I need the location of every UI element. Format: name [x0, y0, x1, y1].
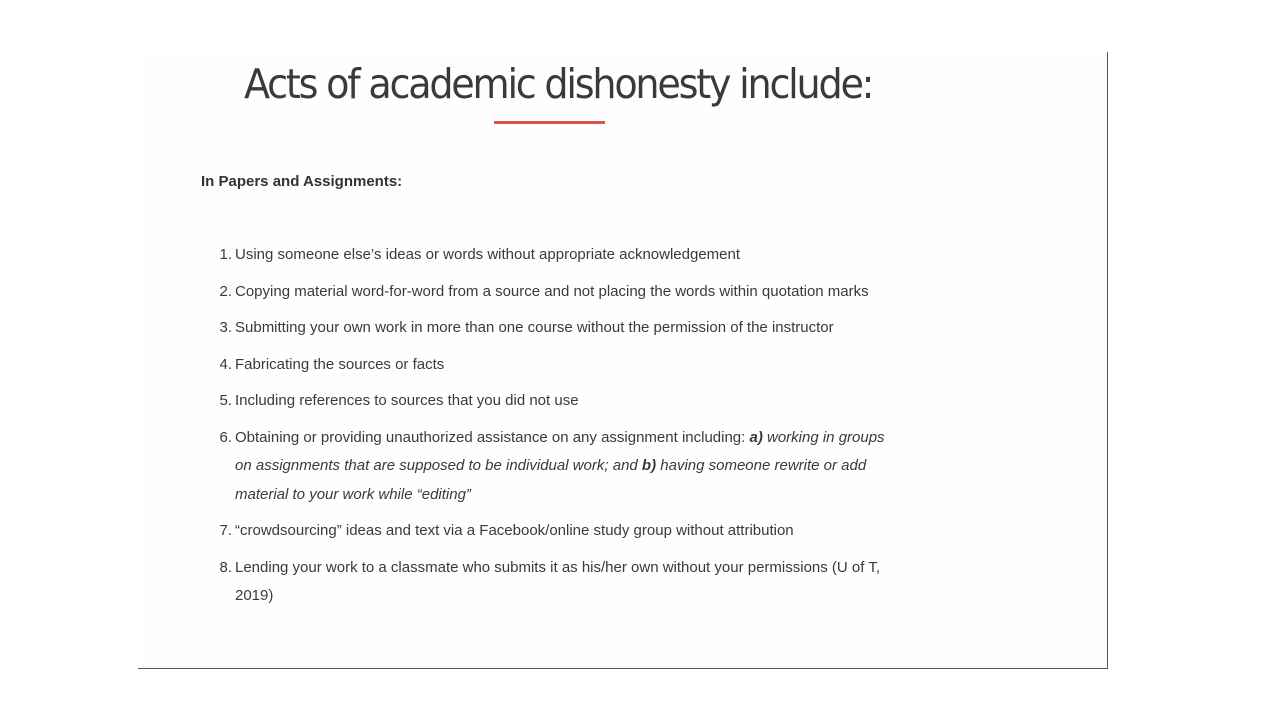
item-marker-b: b): [641, 457, 657, 474]
item-text-b: having someone rewrite or add material to your work while “editing”: [235, 457, 867, 503]
list-item: [214, 424, 904, 510]
list-item: [214, 351, 904, 380]
list-item: [214, 241, 904, 270]
item-text: Lending your work to a classmate who submits it as his/her own without your permissions (U of T, 2019): [235, 558, 880, 604]
item-number: 1.: [219, 246, 232, 263]
item-number: 7.: [219, 522, 232, 539]
item-text: Copying material word-for-word from a source and not placing the words within quotation marks: [235, 282, 869, 300]
section-heading: In Papers and Assignments:: [201, 173, 403, 190]
list-item: [214, 387, 904, 416]
item-text: Submitting your own work in more than one course without the permission of the instructor: [235, 319, 834, 336]
list-item: [214, 278, 904, 307]
list-item: [214, 554, 904, 611]
item-number: 8.: [219, 558, 232, 576]
list-item: [214, 314, 904, 343]
slide-title: Acts of academic dishonesty include:: [244, 60, 873, 108]
item-text-lead: Obtaining or providing unauthorized assistance on any assignment including:: [235, 428, 750, 446]
item-marker-a: a): [749, 428, 763, 446]
item-number: 3.: [219, 319, 232, 336]
item-text: Using someone else’s ideas or words without appropriate acknowledgement: [235, 246, 741, 263]
item-text: Including references to sources that you did not use: [235, 392, 579, 409]
list-item: [214, 517, 904, 546]
item-number: 2.: [219, 282, 232, 300]
item-text: “crowdsourcing” ideas and text via a Facebook/online study group without attribution: [235, 522, 794, 539]
slide: [138, 52, 1108, 669]
item-number: 4.: [219, 355, 232, 373]
title-underline: [494, 121, 605, 124]
item-number: 5.: [219, 392, 232, 409]
item-text-a: working in groups on assignments that are supposed to be individual work; and: [235, 428, 885, 474]
dishonesty-list: [214, 241, 904, 619]
item-text: Fabricating the sources or facts: [235, 355, 445, 373]
item-number: 6.: [219, 428, 232, 446]
